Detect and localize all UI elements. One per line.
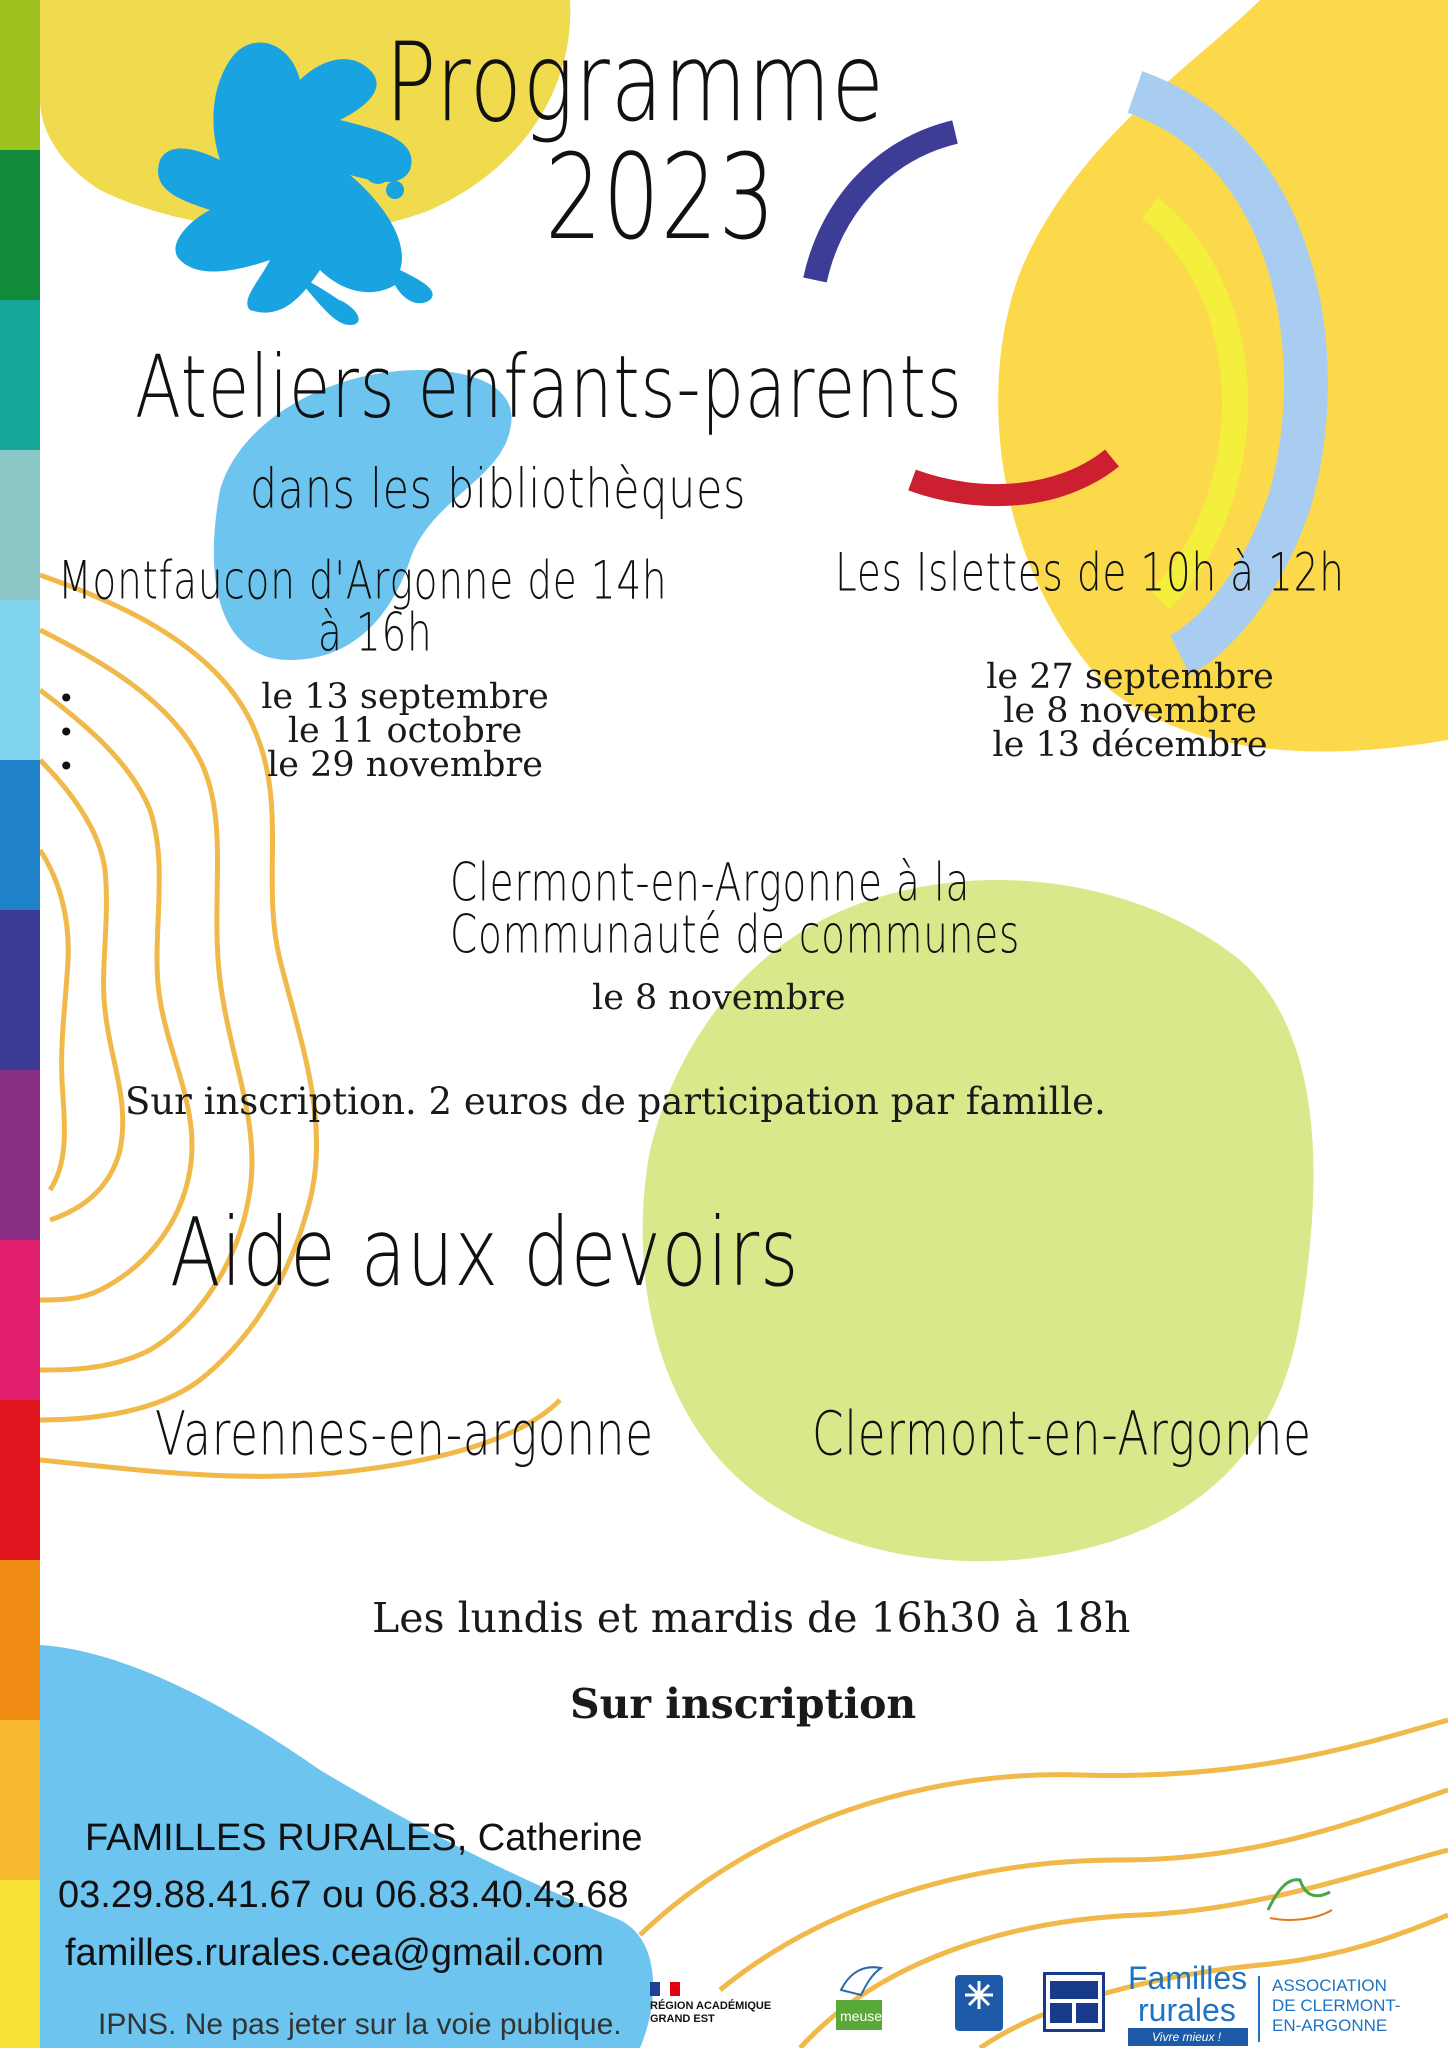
- purple-arc-icon: [815, 132, 955, 280]
- msa-logo: [1043, 1972, 1105, 2032]
- red-arc-icon: [776, 462, 930, 510]
- rainbow-stripe-icon: [0, 0, 40, 2048]
- aide-location-left: Varennes-en-argonne: [155, 1398, 654, 1470]
- association-line-2: DE CLERMONT-: [1272, 1996, 1401, 2015]
- region-academique-logo: [648, 1980, 798, 2040]
- familles-tagline: Vivre mieux !: [1152, 2030, 1222, 2044]
- contact-phones: 03.29.88.41.67 ou 06.83.40.43.68: [58, 1874, 629, 1916]
- ateliers-note: Sur inscription. 2 euros de participation par famille.: [125, 1080, 1106, 1123]
- bullet-icon: •: [58, 750, 75, 783]
- montfaucon-title-line-1: Montfaucon d'Argonne de 14h: [58, 550, 668, 611]
- date-item: le 8 novembre: [1003, 691, 1257, 731]
- ateliers-heading: Ateliers enfants-parents: [135, 338, 963, 438]
- date-item: le 27 septembre: [986, 657, 1274, 697]
- islettes-title: Les Islettes de 10h à 12h: [835, 542, 1345, 603]
- msa-mark-icon: [1046, 1975, 1102, 2029]
- clermont-title-line-2: Communauté de communes: [450, 904, 1021, 965]
- bullet-icon: •: [58, 716, 75, 749]
- date-item: le 29 novembre: [267, 745, 543, 785]
- contact-name: FAMILLES RURALES, Catherine: [85, 1817, 643, 1859]
- familles-line-2: rurales: [1138, 1992, 1236, 2028]
- region-line-1: RÉGION ACADÉMIQUE: [650, 2000, 772, 2012]
- clermont-title-line-1: Clermont-en-Argonne à la: [450, 852, 971, 913]
- aide-location-right: Clermont-en-Argonne: [812, 1398, 1312, 1470]
- meuse-logo: [836, 1960, 886, 2032]
- region-line-2: GRAND EST: [650, 2013, 715, 2025]
- ateliers-subheading: dans les bibliothèques: [250, 458, 747, 521]
- snowflake-icon: [955, 1975, 1003, 2015]
- association-logo: [1258, 1976, 1440, 2042]
- date-item: le 13 septembre: [261, 677, 549, 717]
- aide-heading: Aide aux devoirs: [170, 1198, 800, 1309]
- aide-registration: Sur inscription: [570, 1680, 917, 1728]
- am-signature-logo: [1260, 1870, 1340, 1930]
- association-line-1: ASSOCIATION: [1272, 1976, 1387, 1995]
- red-arc-shape: [745, 445, 910, 498]
- association-line-3: EN-ARGONNE: [1272, 2016, 1388, 2035]
- title-line-1: Programme: [385, 18, 885, 147]
- meuse-bird-icon: [836, 1960, 886, 2000]
- french-flag-icon: [650, 1982, 680, 1996]
- aide-schedule: Les lundis et mardis de 16h30 à 18h: [372, 1594, 1131, 1642]
- footer-notice: IPNS. Ne pas jeter sur la voie publique.: [98, 2008, 622, 2041]
- familles-rurales-logo: [1128, 1960, 1248, 2046]
- clermont-date: le 8 novembre: [592, 978, 846, 1018]
- familles-line-1: Familles: [1128, 1960, 1248, 1996]
- date-item: le 11 octobre: [287, 711, 523, 751]
- title-line-2: 2023: [545, 130, 777, 267]
- meuse-label: meuse: [840, 2008, 883, 2024]
- montfaucon-title-line-2: à 16h: [318, 602, 433, 663]
- contact-email[interactable]: familles.rurales.cea@gmail.com: [65, 1932, 605, 1974]
- bullet-icon: •: [58, 682, 75, 715]
- caf-logo: [955, 1975, 1003, 2031]
- montfaucon-dates: [200, 677, 610, 785]
- islettes-dates: [925, 657, 1335, 765]
- montfaucon-bullets: [58, 682, 75, 784]
- date-item: le 13 décembre: [992, 725, 1268, 765]
